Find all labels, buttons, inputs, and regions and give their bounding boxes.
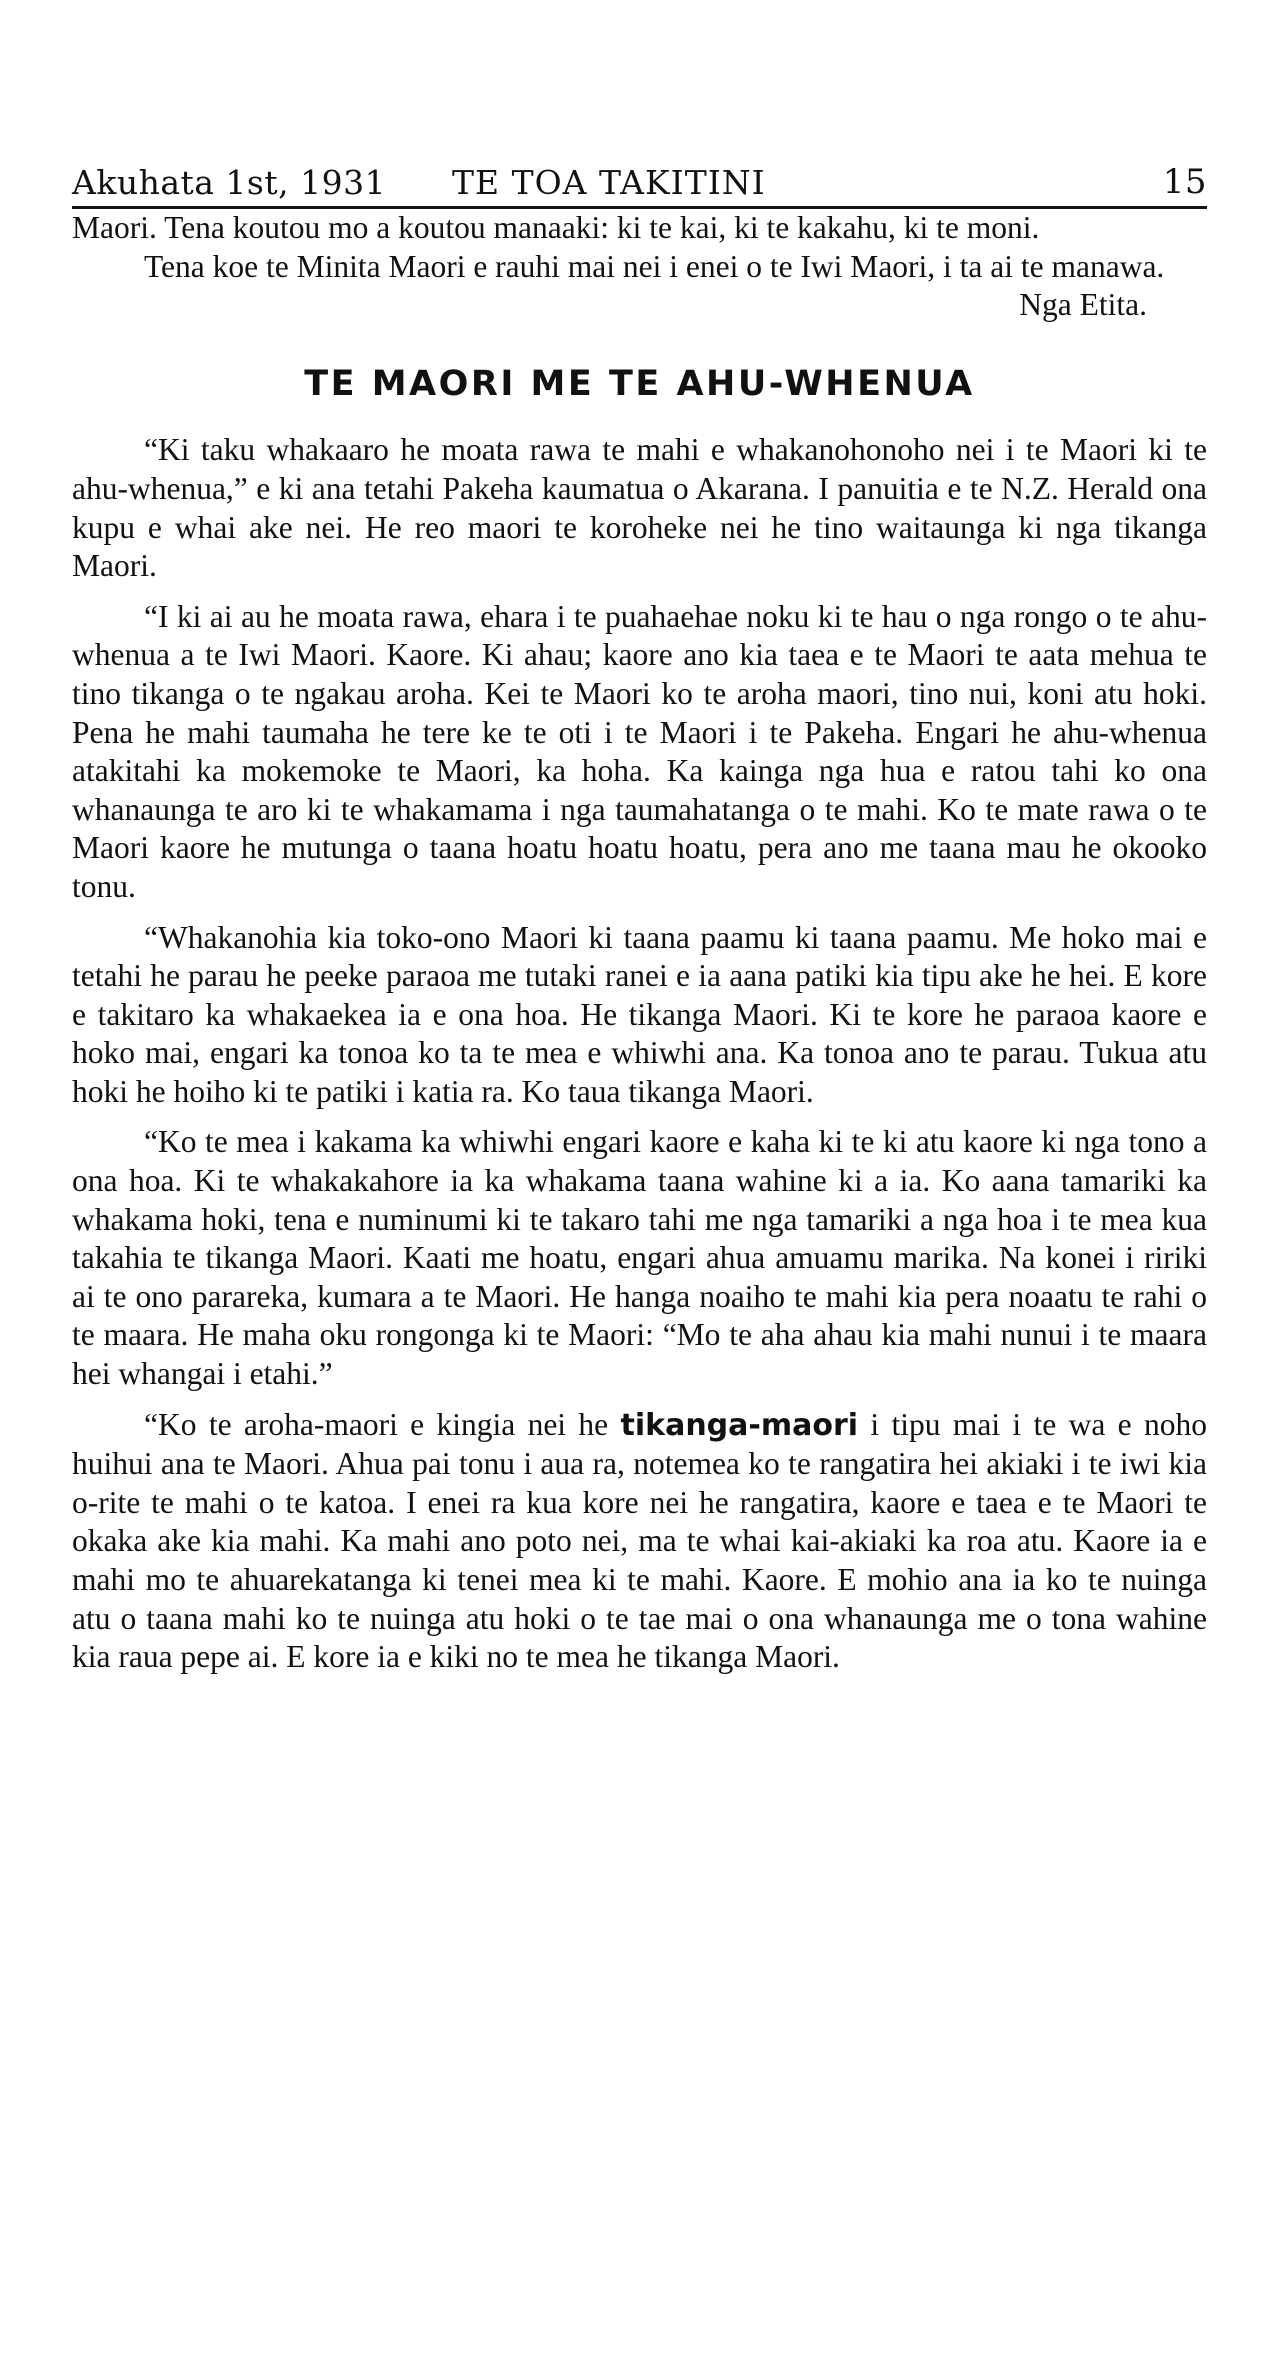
issue-date: Akuhata 1st, 1931 bbox=[72, 163, 387, 202]
intro-paragraph-1: Maori. Tena koutou mo a koutou manaaki: ki te kai, ki te kakahu, ki te moni. bbox=[72, 210, 1040, 245]
intro-paragraph-2: Tena koe te Minita Maori e rauhi mai nei i enei o te Iwi Maori, i ta ai te manawa. bbox=[144, 248, 1165, 284]
emphasis-term: tikanga-maori bbox=[620, 1407, 859, 1443]
article-title: TE MAORI ME TE AHU-WHENUA bbox=[304, 363, 975, 404]
article-paragraph-1: “Ki taku whakaaro he moata rawa te mahi e whakanohonoho nei i te Maori ki te ahu-whenua,” e ki ana tetahi Pakeha kaumatua o Akarana. I panuitia e te N.Z. Herald ona kupu e whai ake nei. He reo maori te koroheke nei he tino waitaunga ki nga tikanga Maori. bbox=[72, 432, 1207, 584]
running-header bbox=[72, 150, 1207, 209]
page bbox=[72, 150, 1207, 1677]
article-paragraph-4: “Ko te mea i kakama ka whiwhi engari kaore e kaha ki te ki atu kaore ki nga tono a ona hoa. Ki te whakakahore ia ka whakama taana wahine ki a ia. Ko aana tamariki ka whakama hoki, tena e numinumi ki te takaro tahi me nga tamariki a nga hoa i te mea kua takahia te tikanga Maori. Kaati me hoatu, engari ahua amuamu marika. Na konei i ririki ai te ono parareka, kumara a te Maori. He hanga noaiho te mahi kia pera noaatu te rahi o te maara. He maha oku rongonga ki te Maori: “Mo te aha ahau kia mahi nunui i te maara hei whangai i etahi.” bbox=[72, 1124, 1207, 1392]
paragraph-5-start: “Ko te aroha-maori e kingia nei he bbox=[144, 1406, 621, 1442]
article-paragraph-2: “I ki ai au he moata rawa, ehara i te puahaehae noku ki te hau o nga rongo o te ahu-whenua a te Iwi Maori. Kaore. Ki ahau; kaore ano kia taea e te Maori te aata mehua te tino tikanga o te ngakau aroha. Kei te Maori ko te aroha maori, tino nui, koni atu hoki. Pena he mahi taumaha he tere ke te oti i te Maori i te Pakeha. Engari he ahu-whenua atakitahi ka mokemoke te Maori, ka hoha. Ka kainga nga hua e ratou tahi ko ona whanaunga te aro ki te whakamama i nga taumahatanga o te mahi. Ko te mate rawa o te Maori kaore he mutunga o taana hoatu hoatu hoatu, pera ano me taana mau he okooko tonu. bbox=[72, 598, 1207, 904]
article-paragraph-5 bbox=[72, 1406, 1207, 1677]
journal-title: TE TOA TAKITINI bbox=[452, 163, 766, 202]
editors-signoff: Nga Etita. bbox=[1019, 287, 1147, 323]
article-paragraph-3: “Whakanohia kia toko-ono Maori ki taana paamu ki taana paamu. Me hoko mai e tetahi he parau he peeke paraoa me tutaki ranei e ia aana patiki kia tipu ake he hei. E kore e takitaro ka whakaekea ia e ona hoa. He tikanga Maori. Ki te kore he paraoa kaore e hoko mai, engari ka tonoa ko ta te mea e whiwhi ana. Ka tonoa ano te parau. Tukua atu hoki he hoiho ki te patiki i katia ra. Ko taua tikanga Maori. bbox=[72, 919, 1207, 1109]
paragraph-5-rest: i tipu mai i te wa e noho huihui ana te Maori. Ahua pai tonu i aua ra, notemea ko te rangatira hei akiaki i te iwi kia o-rite te mahi o te katoa. I enei ra kua kore nei he rangatira, kaore e taea e te Maori te okaka ake kia mahi. Ka mahi ano poto nei, ma te whai kai-akiaki ka roa atu. Kaore ia e mahi mo te ahuarekatanga ki tenei mea ki te mahi. Kaore. E mohio ana ia ko te nuinga atu o taana mahi ko te nuinga atu hoki o te tae mai o ona whanaunga me o tona wahine kia raua pepe ai. E kore ia e kiki no te mea he tikanga Maori. bbox=[72, 1406, 1208, 1675]
body-text bbox=[72, 209, 1207, 1677]
page-number: 15 bbox=[1162, 162, 1207, 202]
